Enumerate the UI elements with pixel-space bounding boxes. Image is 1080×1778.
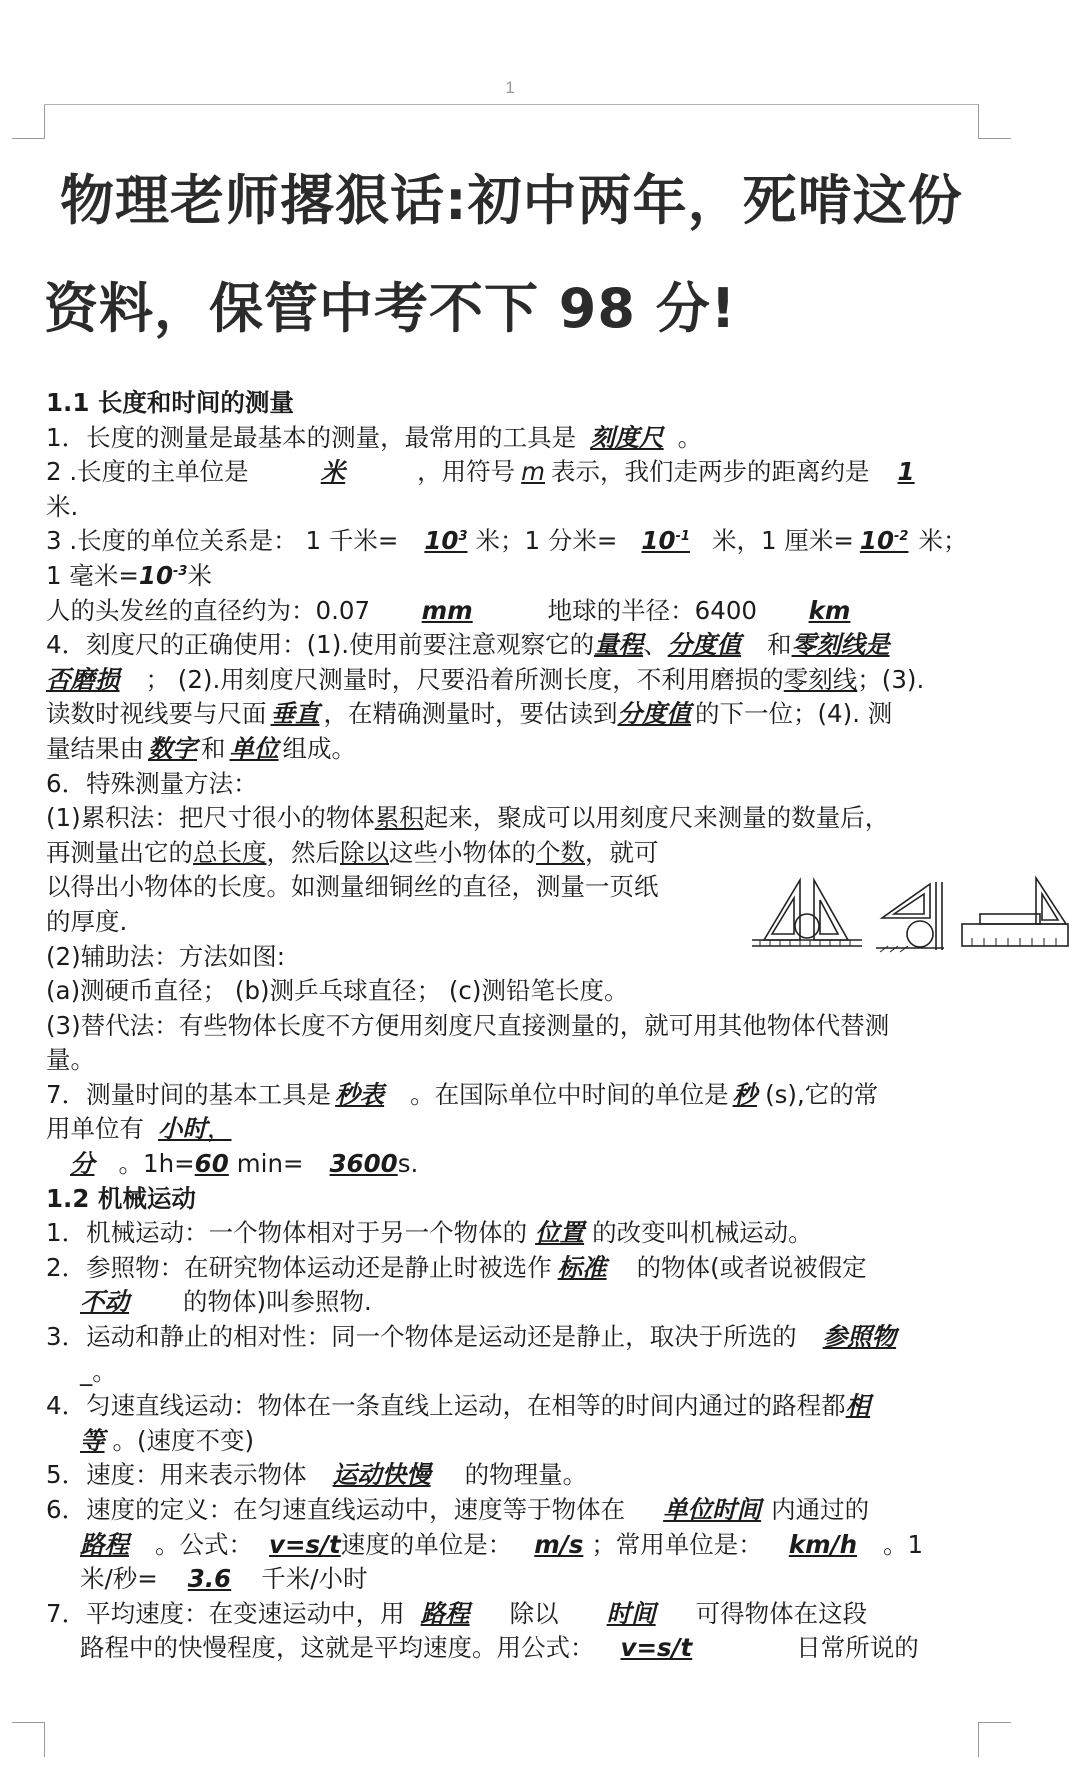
paragraph xyxy=(46,421,986,456)
text: 速度的单位是： xyxy=(340,1529,513,1559)
text: s. xyxy=(397,1149,419,1179)
paragraph xyxy=(46,594,986,629)
paragraph: 量。 xyxy=(46,1045,95,1075)
answer-blank: 运动快慢 xyxy=(332,1460,431,1490)
answer-blank: 路程 xyxy=(80,1529,129,1559)
ping-pong-ball-illustration xyxy=(876,882,944,952)
text: 组成。 xyxy=(282,733,356,763)
text: 的物体(或者说被假定 xyxy=(636,1252,867,1282)
paragraph: (2)辅助法：方法如图: xyxy=(46,941,285,971)
section-heading-1-1: 1.1 长度和时间的测量 xyxy=(46,388,294,417)
answer-blank: 不动 xyxy=(80,1287,129,1317)
text: (s),它的常 xyxy=(765,1079,879,1109)
paragraph xyxy=(46,1562,986,1597)
paragraph xyxy=(46,663,986,698)
keyword: 个数 xyxy=(536,837,585,867)
coin-diameter-illustration xyxy=(752,880,862,946)
text: min= xyxy=(236,1149,304,1179)
text: 除以 xyxy=(509,1598,559,1628)
value: 小时 xyxy=(158,1114,207,1144)
text: 日常所说的 xyxy=(796,1633,919,1663)
answer-blank: m xyxy=(521,457,546,487)
text: 。公式： xyxy=(155,1529,253,1559)
keyword: 零刻线 xyxy=(783,664,858,694)
answer-blank xyxy=(144,1114,246,1143)
answer-blank: 路程 xyxy=(420,1598,470,1628)
text: 米，1 厘米= xyxy=(711,526,854,556)
text: 再测量出它的 xyxy=(46,837,193,867)
paragraph: 以得出小物体的长度。如测量细铜丝的直径，测量一页纸 xyxy=(46,872,659,902)
section-heading-1-2: 1.2 机械运动 xyxy=(46,1183,196,1213)
text: 人的头发丝的直径约为：0.07 xyxy=(46,595,371,625)
text: 用单位有 xyxy=(46,1114,144,1144)
answer-blank: m/s xyxy=(534,1529,584,1559)
answer-blank: 量程 xyxy=(594,630,644,660)
value: 10 xyxy=(424,526,459,556)
answer-blank: 米 xyxy=(320,457,346,487)
paragraph xyxy=(46,1424,986,1459)
paragraph xyxy=(46,1112,986,1147)
text: 的物体)叫参照物. xyxy=(183,1287,372,1317)
answer-blank: 秒表 xyxy=(335,1079,385,1109)
text: 的物理量。 xyxy=(464,1460,588,1490)
pencil-length-illustration xyxy=(962,878,1068,946)
answer-blank: 1 xyxy=(897,457,915,487)
text: 米；1 分米= xyxy=(475,526,618,556)
paragraph xyxy=(46,1528,986,1563)
crop-mark-bottom-left xyxy=(12,1722,45,1757)
paragraph xyxy=(46,1320,986,1355)
paragraph: (a)测硬币直径； (b)测乒乓球直径； (c)测铅笔长度。 xyxy=(46,976,629,1006)
paragraph xyxy=(46,1216,986,1251)
paragraph xyxy=(46,1389,986,1424)
text: ，就可 xyxy=(585,837,659,867)
answer-blank: 时间 xyxy=(606,1598,656,1628)
text: 千米/小时 xyxy=(261,1564,368,1594)
paragraph xyxy=(46,801,986,836)
text: 1．机械运动：一个物体相对于另一个物体的 xyxy=(46,1218,528,1248)
answer-blank: 单位时间 xyxy=(663,1495,762,1524)
paragraph: (3)替代法：有些物体长度不方便用刻度尺直接测量的，就可用其他物体代替测 xyxy=(46,1010,890,1040)
text: 。1 xyxy=(883,1529,924,1559)
text: 1 毫米= xyxy=(46,560,139,590)
text: 量结果由 xyxy=(46,733,144,763)
text: 。(速度不变) xyxy=(112,1425,255,1455)
text: 。1h= xyxy=(118,1149,195,1179)
paragraph xyxy=(46,559,986,594)
answer-blank xyxy=(854,526,919,555)
text: ；常用单位是： xyxy=(591,1529,763,1559)
answer-blank: 刻度尺 xyxy=(590,422,664,452)
paragraph: 6．特殊测量方法： xyxy=(46,768,258,798)
answer-blank: km/h xyxy=(788,1529,858,1559)
paragraph xyxy=(46,628,986,663)
text: 7．平均速度：在变速运动中，用 xyxy=(46,1598,405,1628)
exponent: -3 xyxy=(173,563,188,579)
text: 内通过的 xyxy=(771,1495,870,1524)
paragraph xyxy=(46,1147,986,1182)
paragraph xyxy=(46,1251,986,1286)
text: 。在国际单位中时间的单位是 xyxy=(410,1079,729,1109)
document-title-line-1: 物理老师撂狠话:初中两年，死啃这份 xyxy=(60,169,963,232)
exponent: 3 xyxy=(458,529,468,545)
answer-blank xyxy=(617,526,712,555)
text: 路程中的快慢程度，这就是平均速度。用公式： xyxy=(80,1633,595,1663)
crop-mark-top-right xyxy=(978,104,1011,139)
document-body xyxy=(46,386,986,1666)
answer-blank: 3600 xyxy=(329,1149,398,1179)
measurement-methods-figure xyxy=(748,862,1073,957)
answer-blank: 位置 xyxy=(535,1218,585,1248)
answer-blank: 标准 xyxy=(557,1252,607,1282)
answer-blank: 零刻线是 xyxy=(791,630,890,660)
page-number: 1 xyxy=(505,78,515,97)
header-rule xyxy=(44,104,978,105)
text: ； (2).用刻度尺测量时，尺要沿着所测长度，不利用磨损的 xyxy=(145,664,784,694)
text: 米 xyxy=(187,560,212,590)
text: 的下一位；(4). 测 xyxy=(695,699,893,729)
keyword: 除以 xyxy=(340,837,389,867)
text: ，在精确测量时，要估读到 xyxy=(323,699,618,729)
answer-blank: 参照物 xyxy=(822,1322,897,1352)
answer-blank: 单位 xyxy=(229,733,279,763)
answer-blank: 分度值 xyxy=(667,630,742,660)
answer-value xyxy=(139,561,188,590)
answer-blank: 垂直 xyxy=(270,699,320,729)
paragraph xyxy=(46,1078,986,1113)
text: 地球的半径：6400 xyxy=(547,595,758,625)
crop-mark-top-left xyxy=(12,104,45,139)
paragraph xyxy=(46,1493,986,1528)
answer-blank: 秒 xyxy=(732,1079,758,1109)
value: 10 xyxy=(859,526,894,556)
paragraph: 的厚度. xyxy=(46,906,128,936)
answer-formula: v=s/t xyxy=(269,1529,341,1559)
text: 7．测量时间的基本工具是 xyxy=(46,1079,332,1109)
value: 10 xyxy=(138,560,174,590)
answer-formula: v=s/t xyxy=(620,1633,693,1663)
text: 这些小物体的 xyxy=(389,837,536,867)
answer-blank: 60 xyxy=(194,1149,229,1179)
keyword: 累积 xyxy=(374,803,424,833)
text: 1．长度的测量是最基本的测量，最常用的工具是 xyxy=(46,422,577,452)
paragraph xyxy=(46,1597,986,1632)
text: 4．匀速直线运动：物体在一条直线上运动，在相等的时间内通过的路程都 xyxy=(46,1391,846,1421)
text: 5．速度：用来表示物体 xyxy=(46,1460,307,1490)
text: ，用符号 xyxy=(417,457,516,487)
exponent: -1 xyxy=(675,529,690,545)
text: 的改变叫机械运动。 xyxy=(592,1218,813,1248)
answer-blank: 等 xyxy=(80,1425,105,1455)
text: 2 .长度的主单位是 xyxy=(46,457,249,487)
text: ， xyxy=(207,1114,232,1144)
text: 表示，我们走两步的距离约是 xyxy=(551,457,870,487)
text: 读数时视线要与尺面 xyxy=(46,699,267,729)
paragraph xyxy=(46,1631,986,1666)
answer-blank: 3.6 xyxy=(187,1564,232,1594)
answer-blank: 相 xyxy=(845,1391,871,1421)
text: 。 xyxy=(677,422,703,452)
crop-mark-bottom-right xyxy=(978,1722,1011,1757)
text: 2．参照物：在研究物体运动还是静止时被选作 xyxy=(46,1252,552,1282)
answer-blank: 分度值 xyxy=(617,699,691,729)
answer-blank xyxy=(398,526,475,555)
text: 和 xyxy=(767,630,792,660)
text: 、 xyxy=(643,630,668,660)
text: 6．速度的定义：在匀速直线运动中，速度等于物体在 xyxy=(46,1495,626,1524)
paragraph xyxy=(46,455,986,490)
text: 米/秒= xyxy=(80,1564,158,1594)
text: 米； xyxy=(918,526,968,556)
answer-blank: 否磨损 xyxy=(46,664,120,694)
text: (1)累积法：把尺寸很小的物体 xyxy=(46,803,375,833)
text: 3．运动和静止的相对性：同一个物体是运动还是静止，取决于所选的 xyxy=(46,1322,797,1352)
paragraph: _。 xyxy=(80,1356,117,1386)
paragraph xyxy=(46,697,986,732)
document-title-line-2: 资料，保管中考不下 98 分! xyxy=(44,277,737,340)
answer-blank: km xyxy=(808,595,851,625)
paragraph xyxy=(46,1285,986,1320)
text: 和 xyxy=(201,733,226,763)
exponent: -2 xyxy=(894,529,909,545)
text: 起来，聚成可以用刻度尺来测量的数量后， xyxy=(423,803,890,833)
text: 3 .长度的单位关系是： 1 千米= xyxy=(46,526,399,556)
paragraph xyxy=(46,1458,986,1493)
paragraph xyxy=(46,524,986,559)
keyword: 总长度 xyxy=(193,837,267,867)
text: 4．刻度尺的正确使用：(1).使用前要注意观察它的 xyxy=(46,630,595,660)
paragraph: 米. xyxy=(46,491,79,521)
answer-blank: 分 xyxy=(70,1149,95,1179)
text: 可得物体在这段 xyxy=(695,1598,868,1628)
answer-blank: mm xyxy=(421,595,473,625)
answer-blank: 数字 xyxy=(148,733,197,763)
text: ，然后 xyxy=(266,837,340,867)
value: 10 xyxy=(641,526,676,556)
text: ；(3). xyxy=(857,664,925,694)
paragraph xyxy=(46,732,986,767)
